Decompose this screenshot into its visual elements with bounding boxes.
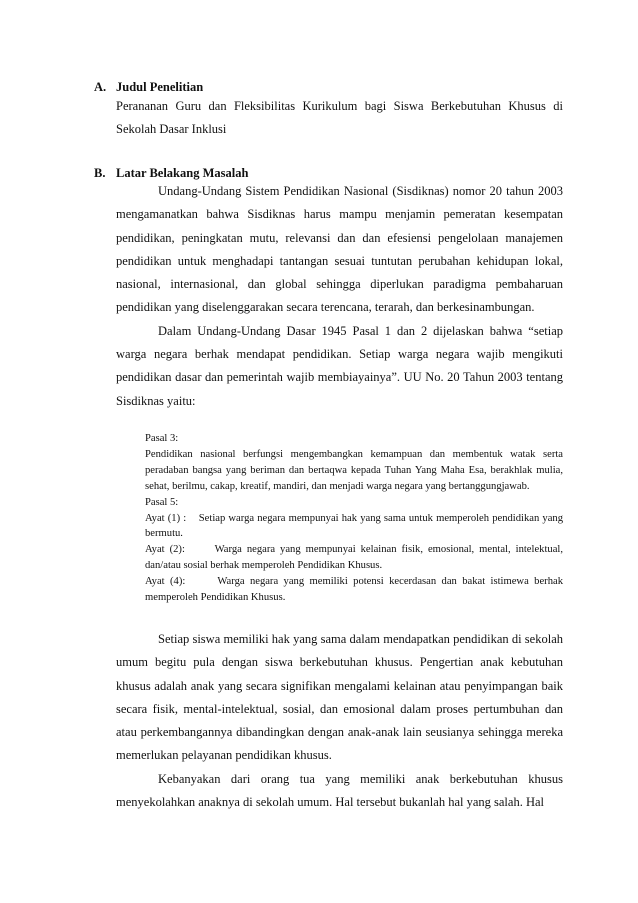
research-title-text: Perananan Guru dan Fleksibilitas Kurikulum bagi Siswa Berkebutuhan Khusus di Sekolah Dasar Inklusi [116,99,563,137]
paragraph-2: Dalam Undang-Undang Dasar 1945 Pasal 1 dan 2 dijelaskan bahwa “setiap warga negara berhak mendapat pendidikan. Setiap warga negara wajib mengikuti pendidikan dasar dan pemerintah wajib membiayainya”. UU No. 20 Tahun 2003 tentang Sisdiknas yaitu: [116,323,563,408]
paragraph-4: Kebanyakan dari orang tua yang memiliki anak berkebutuhan khusus menyekolahkan anaknya di sekolah umum. Hal tersebut bukanlah hal yang salah. Hal [116,771,563,810]
ayat-4-text: Warga negara yang memiliki potensi kecerdasan dan bakat istimewa berhak memperoleh Pendidikan Khusus. [145,576,563,604]
pasal-3-label: Pasal 3: [145,433,179,444]
paragraph-3: Setiap siswa memiliki hak yang sama dalam mendapatkan pendidikan di sekolah umum begitu pula dengan siswa berkebutuhan khusus. Pengertian anak kebutuhan khusus adalah anak yang secara signifikan mengalami kelainan atau penyimpangan baik secara fisik, mental-intelektual, sosial, dan emosional dalam proses pertumbuhan dan atau perkembangannya dibandingkan dengan anak-anak lain seusianya sehingga mereka memerlukan pelayanan pendidikan khusus. [116,632,563,763]
section-a-heading [94,78,564,96]
law-quote-block [145,431,563,606]
ayat-1-item [145,511,563,543]
paragraph-1: Undang-Undang Sistem Pendidikan Nasional (Sisdiknas) nomor 20 tahun 2003 mengamanatkan bahwa Sisdiknas harus mampu menjamin pemeratan kesempatan pendidikan, peningkatan mutu, relevansi dan dan efesiensi pengelolaan manajemen pendidikan untuk menghadapi tantangan sesuai tuntutan perubahan kehidupan lokal, nasional, internasional, dan global sehingga diperlukan paradigma pembaharuan pendidikan yang diselenggarakan secara terencana, terarah, dan berkesinambungan. [116,184,563,315]
section-b-letter: B. [94,166,106,180]
ayat-2-label: Ayat (2): [145,544,185,556]
pasal-3-text: Pendidikan nasional berfungsi mengembangkan kemampuan dan membentuk watak serta peradaban bangsa yang beriman dan bertaqwa kepada Tuhan Yang Maha Esa, berakhlak mulia, sehat, berilmu, cakap, kreatif, mandiri, dan menjadi warga negara yang bertanggungjawab. [145,448,563,492]
section-b-title: Latar Belakang Masalah [116,166,249,180]
section-a-letter: A. [94,80,107,94]
section-b-body-top [116,180,563,413]
ayat-1-text: Setiap warga negara mempunyai hak yang sama untuk memperoleh pendidikan yang bermutu. [145,512,564,540]
ayat-2-item [145,542,563,574]
ayat-4-item [145,574,563,606]
section-a-title: Judul Penelitian [116,80,204,94]
ayat-4-label: Ayat (4): [145,576,186,588]
section-a-body [116,95,563,142]
ayat-2-text: Warga negara yang mempunyai kelainan fisik, emosional, mental, intelektual, dan/atau sosial berhak memperoleh Pendidikan Khusus. [145,544,563,572]
section-b-body-bottom [116,628,563,814]
ayat-1-label: Ayat (1) : [145,512,187,524]
pasal-5-label: Pasal 5: [145,496,179,508]
